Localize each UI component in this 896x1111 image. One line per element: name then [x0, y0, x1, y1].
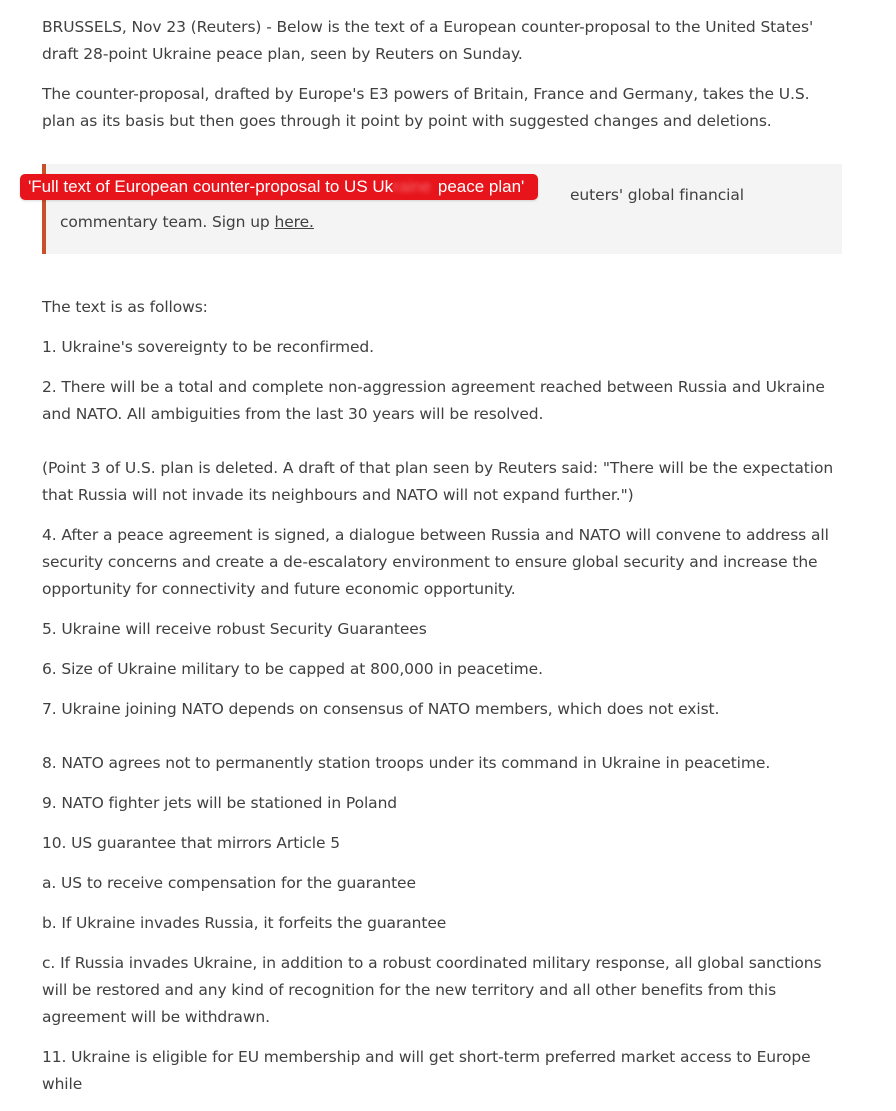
point-6: 6. Size of Ukraine military to be capped at 800,000 in peacetime. [42, 660, 543, 678]
article-body [28, 14, 842, 1111]
newsletter-signup-link[interactable]: here. [274, 213, 314, 231]
point-7: 7. Ukraine joining NATO depends on consensus of NATO members, which does not exist. [42, 700, 720, 718]
intro-paragraph-2: The counter-proposal, drafted by Europe's E3 powers of Britain, France and Germany, takes the U.S. plan as its basis but then goes through it point by point with suggested changes and deletions. [42, 85, 810, 130]
point-9: 9. NATO fighter jets will be stationed in Poland [42, 794, 398, 812]
point-4: 4. After a peace agreement is signed, a dialogue between Russia and NATO will convene to address all security concerns and create a de-escalatory environment to ensure global security and increase the opportunity for connectivity and future economic opportunity. [42, 526, 829, 598]
headline-banner: 'Full text of European counter-proposal to US Ukraine peace plan' [20, 174, 538, 200]
point-8: 8. NATO agrees not to permanently station troops under its command in Ukraine in peacetime. [42, 754, 771, 772]
point-5: 5. Ukraine will receive robust Security Guarantees [42, 620, 427, 638]
obscured-text: raine [393, 177, 431, 196]
point-3-note: (Point 3 of U.S. plan is deleted. A draft of that plan seen by Reuters said: "There will be the expectation that Russia will not invade its neighbours and NATO will not expand further.") [42, 459, 834, 504]
newsletter-text: euters' global financial commentary team. Sign up here. [60, 186, 744, 231]
intro-paragraph-1: BRUSSELS, Nov 23 (Reuters) - Below is the text of a European counter-proposal to the United States' draft 28-point Ukraine peace plan, seen by Reuters on Sunday. [42, 18, 814, 63]
point-10b: b. If Ukraine invades Russia, it forfeits the guarantee [42, 914, 447, 932]
text-lead: The text is as follows: [42, 298, 208, 316]
point-10c: c. If Russia invades Ukraine, in addition to a robust coordinated military response, all global sanctions will be restored and any kind of recognition for the new territory and all other benefits from this agreement will be withdrawn. [42, 954, 822, 1026]
point-1: 1. Ukraine's sovereignty to be reconfirmed. [42, 338, 374, 356]
point-11: 11. Ukraine is eligible for EU membership and will get short-term preferred market access to Europe while [42, 1048, 811, 1093]
point-10: 10. US guarantee that mirrors Article 5 [42, 834, 341, 852]
point-10a: a. US to receive compensation for the guarantee [42, 874, 416, 892]
point-2: 2. There will be a total and complete non-aggression agreement reached between Russia and Ukraine and NATO. All ambiguities from the last 30 years will be resolved. [42, 378, 825, 423]
newsletter-callout [28, 164, 842, 254]
